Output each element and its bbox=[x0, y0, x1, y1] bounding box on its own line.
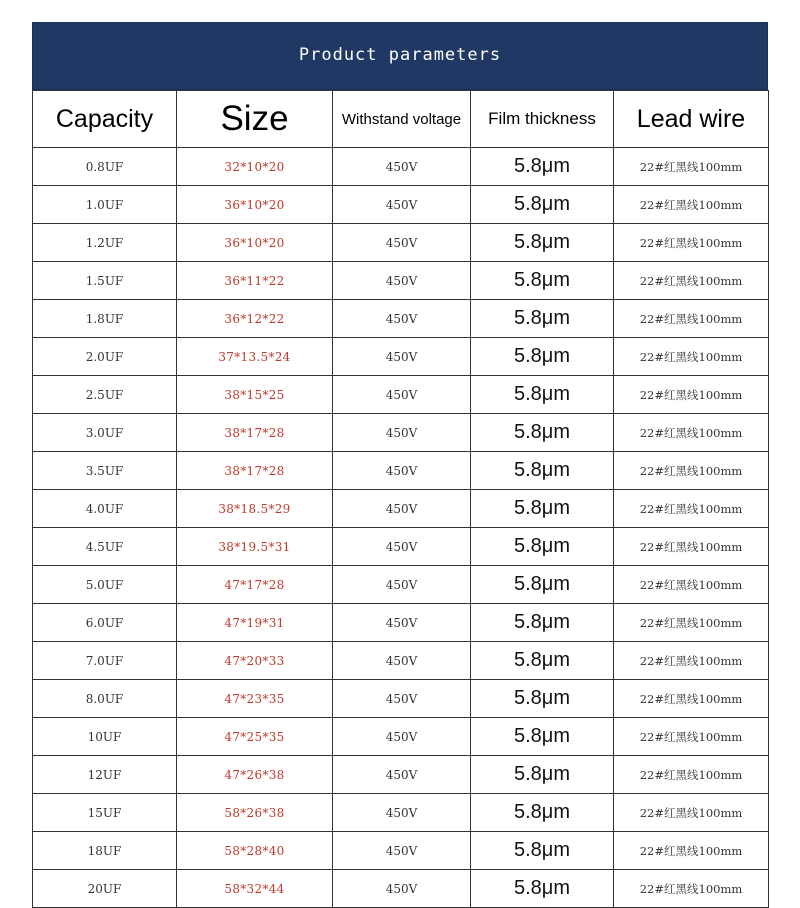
table-row bbox=[33, 870, 769, 908]
capacity-cell: 8.0UF bbox=[33, 680, 177, 718]
size-cell: 47*19*31 bbox=[177, 604, 333, 642]
lead-wire-cell: 22#红黑线100mm bbox=[614, 376, 769, 414]
film-thickness-cell: 5.8μm bbox=[471, 224, 614, 262]
voltage-cell: 450V bbox=[333, 642, 471, 680]
size-cell: 47*25*35 bbox=[177, 718, 333, 756]
capacity-cell: 1.0UF bbox=[33, 186, 177, 224]
film-thickness-cell: 5.8μm bbox=[471, 528, 614, 566]
header-lead-wire: Lead wire bbox=[614, 91, 769, 148]
lead-wire-cell: 22#红黑线100mm bbox=[614, 870, 769, 908]
capacity-cell: 5.0UF bbox=[33, 566, 177, 604]
lead-wire-cell: 22#红黑线100mm bbox=[614, 756, 769, 794]
voltage-cell: 450V bbox=[333, 224, 471, 262]
table-row bbox=[33, 642, 769, 680]
film-thickness-cell: 5.8μm bbox=[471, 718, 614, 756]
parameters-table bbox=[32, 90, 769, 908]
table-row bbox=[33, 756, 769, 794]
table-row bbox=[33, 338, 769, 376]
voltage-cell: 450V bbox=[333, 376, 471, 414]
capacity-cell: 10UF bbox=[33, 718, 177, 756]
capacity-cell: 0.8UF bbox=[33, 148, 177, 186]
voltage-cell: 450V bbox=[333, 528, 471, 566]
film-thickness-cell: 5.8μm bbox=[471, 452, 614, 490]
film-thickness-cell: 5.8μm bbox=[471, 186, 614, 224]
header-withstand-voltage: Withstand voltage bbox=[333, 91, 471, 148]
lead-wire-cell: 22#红黑线100mm bbox=[614, 718, 769, 756]
lead-wire-cell: 22#红黑线100mm bbox=[614, 338, 769, 376]
size-cell: 58*28*40 bbox=[177, 832, 333, 870]
voltage-cell: 450V bbox=[333, 566, 471, 604]
voltage-cell: 450V bbox=[333, 414, 471, 452]
size-cell: 38*17*28 bbox=[177, 414, 333, 452]
voltage-cell: 450V bbox=[333, 300, 471, 338]
lead-wire-cell: 22#红黑线100mm bbox=[614, 300, 769, 338]
size-cell: 47*17*28 bbox=[177, 566, 333, 604]
capacity-cell: 1.8UF bbox=[33, 300, 177, 338]
capacity-cell: 3.0UF bbox=[33, 414, 177, 452]
voltage-cell: 450V bbox=[333, 186, 471, 224]
capacity-cell: 4.0UF bbox=[33, 490, 177, 528]
lead-wire-cell: 22#红黑线100mm bbox=[614, 604, 769, 642]
film-thickness-cell: 5.8μm bbox=[471, 794, 614, 832]
voltage-cell: 450V bbox=[333, 452, 471, 490]
capacity-cell: 18UF bbox=[33, 832, 177, 870]
film-thickness-cell: 5.8μm bbox=[471, 490, 614, 528]
size-cell: 36*12*22 bbox=[177, 300, 333, 338]
size-cell: 47*26*38 bbox=[177, 756, 333, 794]
table-row bbox=[33, 148, 769, 186]
film-thickness-cell: 5.8μm bbox=[471, 414, 614, 452]
table-row bbox=[33, 832, 769, 870]
capacity-cell: 12UF bbox=[33, 756, 177, 794]
voltage-cell: 450V bbox=[333, 756, 471, 794]
lead-wire-cell: 22#红黑线100mm bbox=[614, 642, 769, 680]
voltage-cell: 450V bbox=[333, 338, 471, 376]
table-row bbox=[33, 680, 769, 718]
lead-wire-cell: 22#红黑线100mm bbox=[614, 566, 769, 604]
capacity-cell: 15UF bbox=[33, 794, 177, 832]
header-row bbox=[33, 91, 769, 148]
capacity-cell: 1.2UF bbox=[33, 224, 177, 262]
capacity-cell: 6.0UF bbox=[33, 604, 177, 642]
film-thickness-cell: 5.8μm bbox=[471, 376, 614, 414]
table-row bbox=[33, 376, 769, 414]
table-row bbox=[33, 490, 769, 528]
lead-wire-cell: 22#红黑线100mm bbox=[614, 490, 769, 528]
film-thickness-cell: 5.8μm bbox=[471, 642, 614, 680]
header-capacity: Capacity bbox=[33, 91, 177, 148]
lead-wire-cell: 22#红黑线100mm bbox=[614, 262, 769, 300]
capacity-cell: 4.5UF bbox=[33, 528, 177, 566]
capacity-cell: 7.0UF bbox=[33, 642, 177, 680]
size-cell: 58*32*44 bbox=[177, 870, 333, 908]
size-cell: 37*13.5*24 bbox=[177, 338, 333, 376]
voltage-cell: 450V bbox=[333, 148, 471, 186]
film-thickness-cell: 5.8μm bbox=[471, 566, 614, 604]
voltage-cell: 450V bbox=[333, 794, 471, 832]
table-row bbox=[33, 452, 769, 490]
lead-wire-cell: 22#红黑线100mm bbox=[614, 414, 769, 452]
voltage-cell: 450V bbox=[333, 262, 471, 300]
voltage-cell: 450V bbox=[333, 718, 471, 756]
table-row bbox=[33, 566, 769, 604]
size-cell: 38*15*25 bbox=[177, 376, 333, 414]
size-cell: 47*20*33 bbox=[177, 642, 333, 680]
capacity-cell: 20UF bbox=[33, 870, 177, 908]
table-row bbox=[33, 300, 769, 338]
title-banner bbox=[32, 22, 768, 90]
film-thickness-cell: 5.8μm bbox=[471, 262, 614, 300]
film-thickness-cell: 5.8μm bbox=[471, 870, 614, 908]
table-row bbox=[33, 528, 769, 566]
lead-wire-cell: 22#红黑线100mm bbox=[614, 794, 769, 832]
size-cell: 38*17*28 bbox=[177, 452, 333, 490]
header-film-thickness: Film thickness bbox=[471, 91, 614, 148]
size-cell: 47*23*35 bbox=[177, 680, 333, 718]
capacity-cell: 2.0UF bbox=[33, 338, 177, 376]
table-row bbox=[33, 414, 769, 452]
film-thickness-cell: 5.8μm bbox=[471, 756, 614, 794]
table-row bbox=[33, 718, 769, 756]
voltage-cell: 450V bbox=[333, 604, 471, 642]
lead-wire-cell: 22#红黑线100mm bbox=[614, 224, 769, 262]
lead-wire-cell: 22#红黑线100mm bbox=[614, 148, 769, 186]
lead-wire-cell: 22#红黑线100mm bbox=[614, 528, 769, 566]
size-cell: 38*18.5*29 bbox=[177, 490, 333, 528]
size-cell: 38*19.5*31 bbox=[177, 528, 333, 566]
voltage-cell: 450V bbox=[333, 680, 471, 718]
lead-wire-cell: 22#红黑线100mm bbox=[614, 832, 769, 870]
capacity-cell: 2.5UF bbox=[33, 376, 177, 414]
film-thickness-cell: 5.8μm bbox=[471, 338, 614, 376]
size-cell: 58*26*38 bbox=[177, 794, 333, 832]
lead-wire-cell: 22#红黑线100mm bbox=[614, 452, 769, 490]
voltage-cell: 450V bbox=[333, 870, 471, 908]
size-cell: 36*11*22 bbox=[177, 262, 333, 300]
film-thickness-cell: 5.8μm bbox=[471, 148, 614, 186]
size-cell: 36*10*20 bbox=[177, 224, 333, 262]
capacity-cell: 3.5UF bbox=[33, 452, 177, 490]
film-thickness-cell: 5.8μm bbox=[471, 680, 614, 718]
film-thickness-cell: 5.8μm bbox=[471, 832, 614, 870]
voltage-cell: 450V bbox=[333, 490, 471, 528]
lead-wire-cell: 22#红黑线100mm bbox=[614, 186, 769, 224]
size-cell: 36*10*20 bbox=[177, 186, 333, 224]
header-size: Size bbox=[177, 91, 333, 148]
voltage-cell: 450V bbox=[333, 832, 471, 870]
table-row bbox=[33, 604, 769, 642]
film-thickness-cell: 5.8μm bbox=[471, 604, 614, 642]
table-row bbox=[33, 794, 769, 832]
table-row bbox=[33, 224, 769, 262]
page-title: Product parameters bbox=[298, 45, 502, 65]
table-row bbox=[33, 262, 769, 300]
table-row bbox=[33, 186, 769, 224]
size-cell: 32*10*20 bbox=[177, 148, 333, 186]
capacity-cell: 1.5UF bbox=[33, 262, 177, 300]
film-thickness-cell: 5.8μm bbox=[471, 300, 614, 338]
lead-wire-cell: 22#红黑线100mm bbox=[614, 680, 769, 718]
